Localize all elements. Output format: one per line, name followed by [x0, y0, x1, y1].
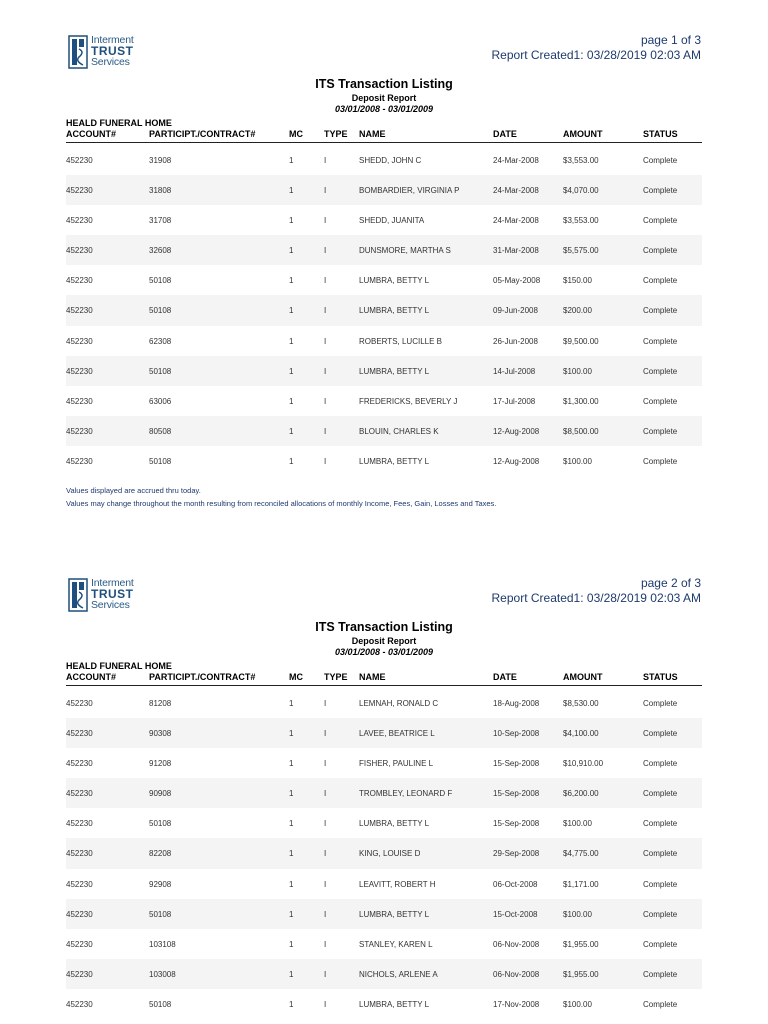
table-row: [66, 326, 702, 356]
table-row: [66, 718, 702, 748]
cell-participant: 32608: [149, 246, 172, 256]
cell-type: I: [324, 999, 327, 1009]
cell-mc: 1: [289, 819, 294, 829]
cell-participant: 103008: [149, 969, 176, 979]
cell-status: Complete: [643, 789, 678, 799]
cell-mc: 1: [289, 909, 294, 919]
report-date-range: 03/01/2008 - 03/01/2009: [334, 104, 434, 114]
cell-account: 452230: [66, 276, 93, 286]
cell-date: 05-May-2008: [493, 276, 541, 286]
cell-type: I: [324, 156, 327, 165]
col-name: NAME: [359, 129, 386, 139]
cell-mc: 1: [289, 729, 294, 739]
cell-type: I: [324, 939, 327, 949]
cell-account: 452230: [66, 909, 93, 919]
table-row: [66, 205, 702, 235]
table-body: [66, 145, 702, 476]
cell-name: FISHER, PAULINE L: [359, 759, 434, 769]
cell-account: 452230: [66, 426, 93, 436]
report-title: ITS Transaction Listing: [315, 77, 453, 91]
cell-participant: 50108: [149, 819, 172, 829]
report-created: Report Created1: 03/28/2019 02:03 AM: [491, 591, 701, 605]
table-row: [66, 265, 702, 295]
cell-amount: $100.00: [563, 366, 592, 376]
cell-date: 06-Nov-2008: [493, 969, 540, 979]
cell-type: I: [324, 789, 327, 799]
cell-type: I: [324, 759, 327, 769]
cell-mc: 1: [289, 276, 294, 286]
cell-name: LUMBRA, BETTY L: [359, 909, 430, 919]
cell-participant: 63006: [149, 396, 172, 406]
logo-line-3: Services: [91, 56, 130, 68]
cell-type: I: [324, 366, 327, 376]
cell-date: 15-Sep-2008: [493, 789, 540, 799]
cell-status: Complete: [643, 156, 678, 165]
cell-participant: 50108: [149, 909, 172, 919]
cell-name: LAVEE, BEATRICE L: [359, 729, 435, 739]
table-header: [66, 672, 702, 686]
cell-name: LUMBRA, BETTY L: [359, 819, 430, 829]
cell-name: STANLEY, KAREN L: [359, 939, 433, 949]
cell-amount: $100.00: [563, 909, 592, 919]
cell-type: I: [324, 246, 327, 256]
cell-date: 15-Sep-2008: [493, 759, 540, 769]
logo-text: [91, 35, 151, 68]
col-amount: AMOUNT: [563, 672, 603, 682]
cell-participant: 50108: [149, 276, 172, 286]
cell-name: LUMBRA, BETTY L: [359, 456, 430, 466]
report-date-range: 03/01/2008 - 03/01/2009: [334, 647, 434, 657]
cell-name: ROBERTS, LUCILLE B: [359, 336, 442, 346]
col-amount: AMOUNT: [563, 129, 603, 139]
cell-mc: 1: [289, 186, 294, 196]
cell-name: BLOUIN, CHARLES K: [359, 426, 439, 436]
cell-mc: 1: [289, 306, 294, 316]
cell-name: SHEDD, JOHN C: [359, 156, 422, 165]
cell-participant: 82208: [149, 849, 172, 859]
cell-date: 14-Jul-2008: [493, 366, 536, 376]
cell-amount: $5,575.00: [563, 246, 599, 256]
cell-amount: $4,775.00: [563, 849, 599, 859]
cell-mc: 1: [289, 939, 294, 949]
cell-type: I: [324, 396, 327, 406]
cell-type: I: [324, 969, 327, 979]
cell-mc: 1: [289, 999, 294, 1009]
logo-line-2: TRUST: [91, 587, 134, 601]
table-row: [66, 929, 702, 959]
cell-name: SHEDD, JUANITA: [359, 216, 425, 226]
cell-account: 452230: [66, 699, 93, 708]
cell-type: I: [324, 336, 327, 346]
cell-date: 12-Aug-2008: [493, 426, 540, 436]
report-title: ITS Transaction Listing: [315, 620, 453, 634]
funeral-home-name: HEALD FUNERAL HOME: [66, 661, 172, 671]
cell-date: 09-Jun-2008: [493, 306, 538, 316]
cell-amount: $10,910.00: [563, 759, 604, 769]
cell-date: 29-Sep-2008: [493, 849, 540, 859]
cell-status: Complete: [643, 276, 678, 286]
cell-account: 452230: [66, 819, 93, 829]
table-row: [66, 175, 702, 205]
logo-line-3: Services: [91, 599, 130, 611]
cell-date: 17-Jul-2008: [493, 396, 536, 406]
page-number: page 1 of 3: [640, 33, 701, 47]
cell-participant: 50108: [149, 306, 172, 316]
cell-amount: $1,955.00: [563, 969, 599, 979]
cell-account: 452230: [66, 306, 93, 316]
table-row: [66, 356, 702, 386]
cell-participant: 90308: [149, 729, 172, 739]
cell-participant: 31908: [149, 156, 172, 165]
cell-date: 26-Jun-2008: [493, 336, 538, 346]
logo-text: [91, 578, 151, 611]
cell-name: LUMBRA, BETTY L: [359, 306, 430, 316]
cell-amount: $6,200.00: [563, 789, 599, 799]
cell-status: Complete: [643, 969, 678, 979]
logo-line-1: Interment: [91, 577, 134, 589]
cell-mc: 1: [289, 366, 294, 376]
cell-status: Complete: [643, 366, 678, 376]
company-logo: [68, 35, 148, 71]
cell-participant: 31808: [149, 186, 172, 196]
cell-account: 452230: [66, 939, 93, 949]
cell-type: I: [324, 276, 327, 286]
cell-status: Complete: [643, 879, 678, 889]
footnote-1: Values displayed are accrued thru today.: [66, 486, 201, 495]
cell-mc: 1: [289, 849, 294, 859]
cell-amount: $9,500.00: [563, 336, 599, 346]
cell-mc: 1: [289, 969, 294, 979]
cell-mc: 1: [289, 879, 294, 889]
cell-participant: 103108: [149, 939, 176, 949]
cell-type: I: [324, 879, 327, 889]
cell-date: 06-Oct-2008: [493, 879, 538, 889]
cell-amount: $8,500.00: [563, 426, 599, 436]
cell-status: Complete: [643, 396, 678, 406]
cell-mc: 1: [289, 216, 294, 226]
logo-mark-icon: [68, 35, 88, 69]
table-row: [66, 899, 702, 929]
cell-account: 452230: [66, 759, 93, 769]
cell-account: 452230: [66, 999, 93, 1009]
cell-amount: $1,955.00: [563, 939, 599, 949]
col-participant: PARTICIPT./CONTRACT#: [149, 129, 256, 139]
table-row: [66, 688, 702, 718]
cell-account: 452230: [66, 729, 93, 739]
cell-mc: 1: [289, 396, 294, 406]
cell-type: I: [324, 456, 327, 466]
cell-status: Complete: [643, 819, 678, 829]
cell-account: 452230: [66, 456, 93, 466]
cell-name: LUMBRA, BETTY L: [359, 999, 430, 1009]
col-status: STATUS: [643, 672, 678, 682]
table-row: [66, 748, 702, 778]
cell-amount: $100.00: [563, 999, 592, 1009]
table-header: [66, 129, 702, 143]
table-row: [66, 989, 702, 1019]
cell-date: 24-Mar-2008: [493, 156, 539, 165]
cell-name: BOMBARDIER, VIRGINIA P: [359, 186, 460, 196]
cell-name: NICHOLS, ARLENE A: [359, 969, 438, 979]
cell-mc: 1: [289, 789, 294, 799]
cell-type: I: [324, 426, 327, 436]
cell-date: 15-Sep-2008: [493, 819, 540, 829]
cell-status: Complete: [643, 759, 678, 769]
col-mc: MC: [289, 672, 303, 682]
cell-status: Complete: [643, 426, 678, 436]
table-row: [66, 386, 702, 416]
cell-account: 452230: [66, 156, 93, 165]
cell-type: I: [324, 849, 327, 859]
cell-status: Complete: [643, 246, 678, 256]
cell-name: KING, LOUISE D: [359, 849, 421, 859]
cell-participant: 50108: [149, 456, 172, 466]
cell-account: 452230: [66, 789, 93, 799]
cell-status: Complete: [643, 699, 678, 708]
cell-mc: 1: [289, 759, 294, 769]
cell-date: 18-Aug-2008: [493, 699, 540, 708]
cell-account: 452230: [66, 396, 93, 406]
table-row: [66, 446, 702, 476]
cell-date: 10-Sep-2008: [493, 729, 540, 739]
cell-account: 452230: [66, 216, 93, 226]
cell-amount: $4,100.00: [563, 729, 599, 739]
cell-amount: $200.00: [563, 306, 592, 316]
cell-participant: 31708: [149, 216, 172, 226]
cell-type: I: [324, 216, 327, 226]
cell-date: 15-Oct-2008: [493, 909, 538, 919]
cell-mc: 1: [289, 456, 294, 466]
cell-mc: 1: [289, 426, 294, 436]
cell-status: Complete: [643, 999, 678, 1009]
cell-type: I: [324, 819, 327, 829]
cell-amount: $150.00: [563, 276, 592, 286]
table-row: [66, 145, 702, 175]
cell-participant: 81208: [149, 699, 172, 708]
col-type: TYPE: [324, 129, 348, 139]
cell-account: 452230: [66, 336, 93, 346]
cell-amount: $8,530.00: [563, 699, 599, 708]
col-type: TYPE: [324, 672, 348, 682]
logo-line-2: TRUST: [91, 44, 134, 58]
cell-participant: 80508: [149, 426, 172, 436]
report-page-2: [0, 543, 768, 1024]
cell-amount: $3,553.00: [563, 156, 599, 165]
cell-amount: $3,553.00: [563, 216, 599, 226]
cell-date: 24-Mar-2008: [493, 186, 539, 196]
company-logo: [68, 578, 148, 614]
col-status: STATUS: [643, 129, 678, 139]
cell-type: I: [324, 729, 327, 739]
cell-mc: 1: [289, 156, 294, 165]
cell-name: DUNSMORE, MARTHA S: [359, 246, 451, 256]
page-number: page 2 of 3: [640, 576, 701, 590]
cell-name: TROMBLEY, LEONARD F: [359, 789, 453, 799]
col-date: DATE: [493, 672, 517, 682]
cell-date: 24-Mar-2008: [493, 216, 539, 226]
col-name: NAME: [359, 672, 386, 682]
cell-participant: 62308: [149, 336, 172, 346]
report-subtitle: Deposit Report: [351, 93, 417, 103]
cell-mc: 1: [289, 699, 294, 708]
table-row: [66, 235, 702, 265]
logo-line-1: Interment: [91, 34, 134, 46]
table-row: [66, 838, 702, 868]
report-title-block: [0, 77, 768, 115]
cell-amount: $100.00: [563, 819, 592, 829]
cell-type: I: [324, 186, 327, 196]
funeral-home-name: HEALD FUNERAL HOME: [66, 118, 172, 128]
report-subtitle: Deposit Report: [351, 636, 417, 646]
table-row: [66, 295, 702, 325]
logo-mark-icon: [68, 578, 88, 612]
cell-name: FREDERICKS, BEVERLY J: [359, 396, 458, 406]
table-row: [66, 959, 702, 989]
cell-date: 17-Nov-2008: [493, 999, 540, 1009]
cell-amount: $1,300.00: [563, 396, 599, 406]
cell-participant: 91208: [149, 759, 172, 769]
cell-account: 452230: [66, 969, 93, 979]
cell-amount: $1,171.00: [563, 879, 599, 889]
cell-account: 452230: [66, 366, 93, 376]
cell-date: 12-Aug-2008: [493, 456, 540, 466]
table-row: [66, 869, 702, 899]
cell-status: Complete: [643, 909, 678, 919]
cell-account: 452230: [66, 879, 93, 889]
cell-status: Complete: [643, 939, 678, 949]
cell-type: I: [324, 909, 327, 919]
cell-status: Complete: [643, 216, 678, 226]
col-account: ACCOUNT#: [66, 129, 117, 139]
cell-account: 452230: [66, 849, 93, 859]
table-row: [66, 416, 702, 446]
cell-date: 31-Mar-2008: [493, 246, 539, 256]
table-row: [66, 808, 702, 838]
table-body: [66, 688, 702, 1019]
cell-amount: $100.00: [563, 456, 592, 466]
col-account: ACCOUNT#: [66, 672, 117, 682]
cell-status: Complete: [643, 186, 678, 196]
cell-type: I: [324, 306, 327, 316]
col-participant: PARTICIPT./CONTRACT#: [149, 672, 256, 682]
table-row: [66, 778, 702, 808]
cell-status: Complete: [643, 849, 678, 859]
cell-name: LUMBRA, BETTY L: [359, 366, 430, 376]
cell-status: Complete: [643, 306, 678, 316]
cell-participant: 50108: [149, 366, 172, 376]
cell-participant: 92908: [149, 879, 172, 889]
cell-name: LUMBRA, BETTY L: [359, 276, 430, 286]
report-created: Report Created1: 03/28/2019 02:03 AM: [491, 48, 701, 62]
cell-status: Complete: [643, 336, 678, 346]
footnote-2: Values may change throughout the month resulting from reconciled allocations of monthly Income, Fees, Gain, Losses and Taxes.: [66, 499, 497, 508]
cell-type: I: [324, 699, 327, 708]
col-mc: MC: [289, 129, 303, 139]
cell-participant: 90908: [149, 789, 172, 799]
col-date: DATE: [493, 129, 517, 139]
cell-name: LEAVITT, ROBERT H: [359, 879, 436, 889]
cell-mc: 1: [289, 336, 294, 346]
cell-name: LEMNAH, RONALD C: [359, 699, 439, 708]
cell-amount: $4,070.00: [563, 186, 599, 196]
cell-participant: 50108: [149, 999, 172, 1009]
cell-status: Complete: [643, 729, 678, 739]
cell-status: Complete: [643, 456, 678, 466]
cell-account: 452230: [66, 246, 93, 256]
cell-account: 452230: [66, 186, 93, 196]
cell-mc: 1: [289, 246, 294, 256]
cell-date: 06-Nov-2008: [493, 939, 540, 949]
report-title-block: [0, 620, 768, 658]
